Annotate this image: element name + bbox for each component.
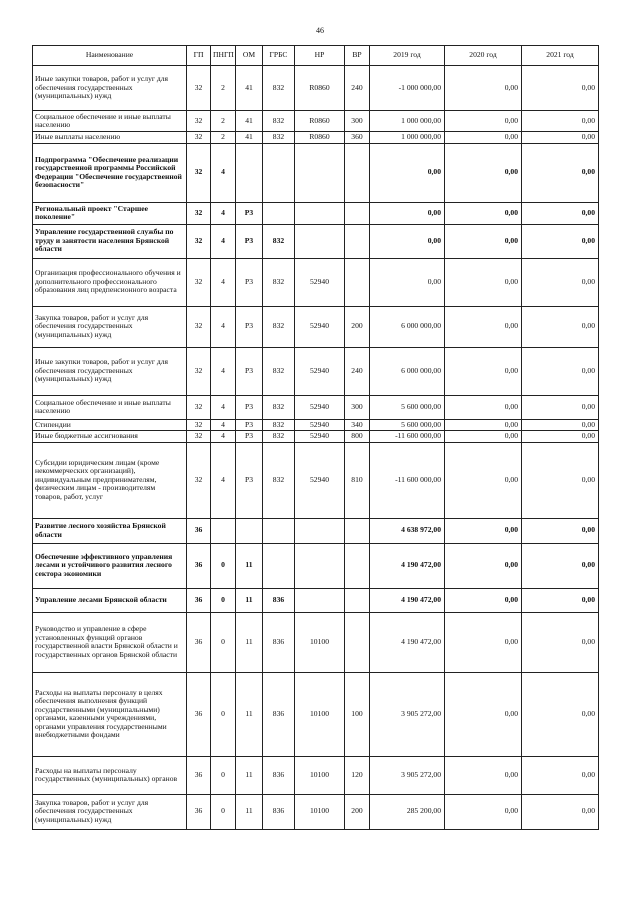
cell-om: 11 — [236, 756, 263, 794]
cell-2020: 0,00 — [445, 518, 522, 543]
cell-name: Расходы на выплаты персоналу государственных (муниципальных) органов — [33, 756, 187, 794]
cell-name: Управление государственной службы по труду и занятости населения Брянской области — [33, 224, 187, 258]
cell-nr: 52940 — [295, 258, 345, 306]
cell-pngp: 2 — [211, 132, 236, 144]
cell-gp: 32 — [187, 202, 211, 224]
cell-name: Развитие лесного хозяйства Брянской области — [33, 518, 187, 543]
cell-nr: 10100 — [295, 794, 345, 829]
cell-2021: 0,00 — [522, 202, 599, 224]
cell-vr — [345, 202, 370, 224]
cell-pngp: 4 — [211, 347, 236, 395]
cell-pngp: 0 — [211, 756, 236, 794]
cell-om — [236, 143, 263, 202]
cell-2021: 0,00 — [522, 672, 599, 756]
cell-vr: 810 — [345, 442, 370, 518]
header-2020: 2020 год — [445, 46, 522, 66]
table-row — [33, 588, 599, 612]
cell-gp: 32 — [187, 419, 211, 431]
table-body — [33, 66, 599, 830]
cell-pngp: 4 — [211, 202, 236, 224]
header-pngp: ПНГП — [211, 46, 236, 66]
cell-pngp — [211, 518, 236, 543]
cell-vr: 120 — [345, 756, 370, 794]
header-om: ОМ — [236, 46, 263, 66]
cell-vr — [345, 612, 370, 672]
cell-nr: 52940 — [295, 306, 345, 347]
cell-grbs: 832 — [263, 419, 295, 431]
table-row — [33, 442, 599, 518]
cell-2021: 0,00 — [522, 143, 599, 202]
cell-gp: 36 — [187, 794, 211, 829]
cell-grbs: 832 — [263, 132, 295, 144]
cell-nr — [295, 518, 345, 543]
table-row — [33, 612, 599, 672]
cell-2019: 4 190 472,00 — [370, 612, 445, 672]
cell-vr: 240 — [345, 347, 370, 395]
cell-2019: -11 600 000,00 — [370, 442, 445, 518]
cell-vr — [345, 588, 370, 612]
cell-pngp: 4 — [211, 143, 236, 202]
table-row — [33, 431, 599, 443]
cell-pngp: 2 — [211, 111, 236, 132]
cell-2020: 0,00 — [445, 202, 522, 224]
cell-pngp: 4 — [211, 419, 236, 431]
cell-grbs: 836 — [263, 672, 295, 756]
cell-vr: 200 — [345, 794, 370, 829]
cell-2020: 0,00 — [445, 395, 522, 419]
cell-name: Региональный проект "Старшее поколение" — [33, 202, 187, 224]
cell-2019: 0,00 — [370, 143, 445, 202]
cell-2019: 4 638 972,00 — [370, 518, 445, 543]
cell-gp: 36 — [187, 756, 211, 794]
cell-nr: 52940 — [295, 419, 345, 431]
cell-nr — [295, 224, 345, 258]
header-nr: НР — [295, 46, 345, 66]
cell-2021: 0,00 — [522, 588, 599, 612]
cell-2020: 0,00 — [445, 111, 522, 132]
cell-gp: 36 — [187, 518, 211, 543]
cell-2019: 3 905 272,00 — [370, 756, 445, 794]
cell-2020: 0,00 — [445, 306, 522, 347]
cell-om: P3 — [236, 431, 263, 443]
cell-nr — [295, 543, 345, 588]
cell-2020: 0,00 — [445, 132, 522, 144]
cell-gp: 32 — [187, 143, 211, 202]
table-header-row — [33, 46, 599, 66]
cell-gp: 36 — [187, 672, 211, 756]
cell-om: 41 — [236, 132, 263, 144]
header-2021: 2021 год — [522, 46, 599, 66]
cell-2019: 4 190 472,00 — [370, 543, 445, 588]
cell-grbs: 832 — [263, 258, 295, 306]
table-row — [33, 111, 599, 132]
cell-pngp: 4 — [211, 431, 236, 443]
cell-pngp: 0 — [211, 612, 236, 672]
cell-2020: 0,00 — [445, 543, 522, 588]
cell-gp: 32 — [187, 258, 211, 306]
cell-2019: 0,00 — [370, 202, 445, 224]
cell-2021: 0,00 — [522, 132, 599, 144]
cell-name: Обеспечение эффективного управления лесами и устойчивого развития лесного сектора экономики — [33, 543, 187, 588]
cell-grbs: 832 — [263, 347, 295, 395]
cell-name: Иные закупки товаров, работ и услуг для обеспечения государственных (муниципальных) нужд — [33, 66, 187, 111]
cell-2019: -1 000 000,00 — [370, 66, 445, 111]
cell-gp: 32 — [187, 442, 211, 518]
cell-2019: 1 000 000,00 — [370, 111, 445, 132]
cell-grbs — [263, 518, 295, 543]
table-row — [33, 306, 599, 347]
cell-2021: 0,00 — [522, 258, 599, 306]
cell-2021: 0,00 — [522, 111, 599, 132]
cell-om: 11 — [236, 612, 263, 672]
table-row — [33, 66, 599, 111]
cell-nr: R0860 — [295, 66, 345, 111]
table-row — [33, 143, 599, 202]
cell-vr: 300 — [345, 111, 370, 132]
cell-2019: 285 200,00 — [370, 794, 445, 829]
cell-nr — [295, 588, 345, 612]
cell-2021: 0,00 — [522, 224, 599, 258]
cell-om: 11 — [236, 543, 263, 588]
cell-gp: 32 — [187, 66, 211, 111]
cell-name: Иные выплаты населению — [33, 132, 187, 144]
cell-2021: 0,00 — [522, 306, 599, 347]
cell-2020: 0,00 — [445, 794, 522, 829]
cell-pngp: 4 — [211, 224, 236, 258]
cell-2021: 0,00 — [522, 756, 599, 794]
table-row — [33, 224, 599, 258]
cell-2019: -11 600 000,00 — [370, 431, 445, 443]
page-number: 46 — [316, 26, 324, 35]
cell-grbs: 832 — [263, 431, 295, 443]
cell-2021: 0,00 — [522, 442, 599, 518]
header-vr: ВР — [345, 46, 370, 66]
cell-2021: 0,00 — [522, 518, 599, 543]
cell-grbs: 832 — [263, 111, 295, 132]
cell-2019: 5 600 000,00 — [370, 419, 445, 431]
table-row — [33, 672, 599, 756]
cell-2020: 0,00 — [445, 756, 522, 794]
cell-2020: 0,00 — [445, 431, 522, 443]
cell-grbs: 836 — [263, 794, 295, 829]
table-row — [33, 202, 599, 224]
cell-2021: 0,00 — [522, 794, 599, 829]
cell-nr — [295, 202, 345, 224]
cell-gp: 36 — [187, 543, 211, 588]
cell-nr: 10100 — [295, 612, 345, 672]
cell-pngp: 4 — [211, 442, 236, 518]
header-2019: 2019 год — [370, 46, 445, 66]
cell-om: P3 — [236, 419, 263, 431]
cell-gp: 32 — [187, 347, 211, 395]
cell-2021: 0,00 — [522, 612, 599, 672]
cell-2020: 0,00 — [445, 442, 522, 518]
cell-gp: 32 — [187, 306, 211, 347]
table-row — [33, 756, 599, 794]
cell-vr — [345, 258, 370, 306]
cell-pngp: 4 — [211, 306, 236, 347]
cell-om: P3 — [236, 202, 263, 224]
cell-nr: R0860 — [295, 111, 345, 132]
cell-grbs: 832 — [263, 442, 295, 518]
budget-table — [32, 45, 599, 830]
cell-2021: 0,00 — [522, 431, 599, 443]
cell-pngp: 4 — [211, 258, 236, 306]
cell-grbs — [263, 202, 295, 224]
cell-grbs: 832 — [263, 395, 295, 419]
cell-om: P3 — [236, 395, 263, 419]
cell-pngp: 2 — [211, 66, 236, 111]
cell-vr: 100 — [345, 672, 370, 756]
cell-pngp: 0 — [211, 794, 236, 829]
table-row — [33, 518, 599, 543]
cell-name: Иные закупки товаров, работ и услуг для обеспечения государственных (муниципальных) нужд — [33, 347, 187, 395]
cell-2019: 0,00 — [370, 224, 445, 258]
cell-pngp: 4 — [211, 395, 236, 419]
cell-name: Стипендии — [33, 419, 187, 431]
cell-name: Субсидии юридическим лицам (кроме некоммерческих организаций), индивидуальным предпринимателям, физическим лицам - производителям товаров, работ, услуг — [33, 442, 187, 518]
cell-grbs: 832 — [263, 224, 295, 258]
cell-2020: 0,00 — [445, 347, 522, 395]
cell-om — [236, 518, 263, 543]
cell-name: Социальное обеспечение и иные выплаты населению — [33, 111, 187, 132]
cell-gp: 32 — [187, 132, 211, 144]
cell-2020: 0,00 — [445, 258, 522, 306]
cell-om: P3 — [236, 442, 263, 518]
cell-name: Закупка товаров, работ и услуг для обеспечения государственных (муниципальных) нужд — [33, 306, 187, 347]
cell-vr — [345, 543, 370, 588]
cell-name: Управление лесами Брянской области — [33, 588, 187, 612]
cell-grbs — [263, 543, 295, 588]
cell-name: Руководство и управление в сфере установленных функций органов государственной власти Брянской области и государственных органов Брянской области — [33, 612, 187, 672]
cell-2021: 0,00 — [522, 66, 599, 111]
cell-2021: 0,00 — [522, 543, 599, 588]
cell-vr: 240 — [345, 66, 370, 111]
cell-name: Организация профессионального обучения и дополнительного профессионального образования лиц предпенсионного возраста — [33, 258, 187, 306]
cell-vr — [345, 518, 370, 543]
cell-name: Подпрограмма "Обеспечение реализации государственной программы Российской Федерации "Обеспечение государственной безопасности" — [33, 143, 187, 202]
cell-vr: 340 — [345, 419, 370, 431]
table-row — [33, 419, 599, 431]
cell-2020: 0,00 — [445, 66, 522, 111]
cell-nr: 10100 — [295, 756, 345, 794]
cell-2020: 0,00 — [445, 143, 522, 202]
cell-pngp: 0 — [211, 543, 236, 588]
cell-2019: 5 600 000,00 — [370, 395, 445, 419]
cell-grbs: 836 — [263, 588, 295, 612]
cell-vr: 200 — [345, 306, 370, 347]
cell-vr: 360 — [345, 132, 370, 144]
cell-2021: 0,00 — [522, 419, 599, 431]
cell-om: P3 — [236, 306, 263, 347]
table-row — [33, 794, 599, 829]
cell-om: 11 — [236, 672, 263, 756]
cell-name: Социальное обеспечение и иные выплаты населению — [33, 395, 187, 419]
cell-nr: R0860 — [295, 132, 345, 144]
cell-gp: 36 — [187, 612, 211, 672]
table-row — [33, 132, 599, 144]
cell-grbs: 836 — [263, 612, 295, 672]
cell-2019: 3 905 272,00 — [370, 672, 445, 756]
cell-grbs: 832 — [263, 306, 295, 347]
table-row — [33, 395, 599, 419]
cell-gp: 32 — [187, 431, 211, 443]
cell-2021: 0,00 — [522, 347, 599, 395]
cell-2019: 6 000 000,00 — [370, 306, 445, 347]
cell-2019: 4 190 472,00 — [370, 588, 445, 612]
cell-vr: 300 — [345, 395, 370, 419]
cell-om: 41 — [236, 66, 263, 111]
table-row — [33, 347, 599, 395]
cell-gp: 32 — [187, 111, 211, 132]
cell-vr — [345, 143, 370, 202]
cell-om: 11 — [236, 794, 263, 829]
cell-nr: 52940 — [295, 347, 345, 395]
header-name: Наименование — [33, 46, 187, 66]
header-grbs: ГРБС — [263, 46, 295, 66]
cell-grbs: 836 — [263, 756, 295, 794]
cell-grbs — [263, 143, 295, 202]
cell-gp: 32 — [187, 224, 211, 258]
cell-2019: 1 000 000,00 — [370, 132, 445, 144]
cell-gp: 32 — [187, 395, 211, 419]
cell-name: Иные бюджетные ассигнования — [33, 431, 187, 443]
cell-om: 41 — [236, 111, 263, 132]
cell-2020: 0,00 — [445, 419, 522, 431]
header-gp: ГП — [187, 46, 211, 66]
cell-om: 11 — [236, 588, 263, 612]
cell-nr: 52940 — [295, 431, 345, 443]
cell-2019: 6 000 000,00 — [370, 347, 445, 395]
cell-nr: 10100 — [295, 672, 345, 756]
cell-om: P3 — [236, 347, 263, 395]
cell-pngp: 0 — [211, 672, 236, 756]
cell-vr: 800 — [345, 431, 370, 443]
table-row — [33, 543, 599, 588]
cell-2020: 0,00 — [445, 588, 522, 612]
cell-grbs: 832 — [263, 66, 295, 111]
cell-nr — [295, 143, 345, 202]
cell-name: Закупка товаров, работ и услуг для обеспечения государственных (муниципальных) нужд — [33, 794, 187, 829]
cell-vr — [345, 224, 370, 258]
cell-nr: 52940 — [295, 395, 345, 419]
cell-2021: 0,00 — [522, 395, 599, 419]
table-row — [33, 258, 599, 306]
cell-name: Расходы на выплаты персоналу в целях обеспечения выполнения функций государственными (муниципальными) органами, казенными учреждениями, органами управления государственными внебюджетными фондами — [33, 672, 187, 756]
cell-om: P3 — [236, 258, 263, 306]
cell-2020: 0,00 — [445, 224, 522, 258]
cell-2019: 0,00 — [370, 258, 445, 306]
cell-nr: 52940 — [295, 442, 345, 518]
cell-om: P3 — [236, 224, 263, 258]
cell-pngp: 0 — [211, 588, 236, 612]
cell-gp: 36 — [187, 588, 211, 612]
cell-2020: 0,00 — [445, 612, 522, 672]
cell-2020: 0,00 — [445, 672, 522, 756]
